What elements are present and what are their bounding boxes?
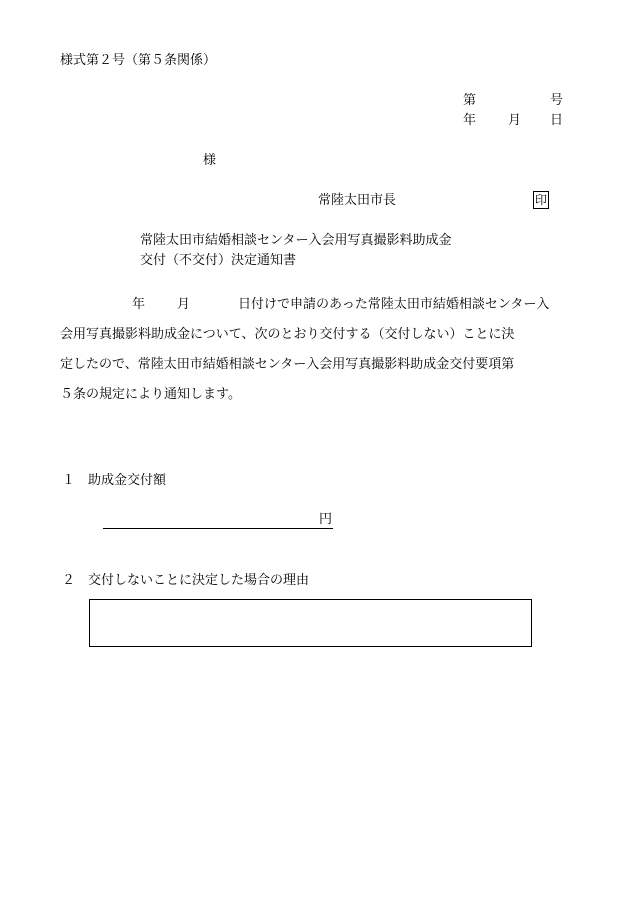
document-number-prefix: 第 [463, 93, 477, 108]
issuer-name: 常陸太田市長 [318, 193, 397, 208]
date-day-label: 日 [550, 113, 564, 128]
body-line-1 [60, 290, 570, 320]
notice-body [60, 290, 570, 410]
body-line-2: 会用写真撮影料助成金について、次のとおり交付する（交付しない）ことに決 [60, 327, 515, 342]
item-2-label: 交付しないことに決定した場合の理由 [88, 573, 310, 588]
body-year-label: 年 [132, 297, 146, 312]
document-number-suffix: 号 [550, 93, 564, 108]
date-month-label: 月 [508, 113, 522, 128]
reason-input-box[interactable] [89, 599, 532, 647]
body-line-3: 定したので、常陸太田市結婚相談センター入会用写真撮影料助成金交付要項第 [60, 357, 515, 372]
form-number: 様式第２号（第５条関係） [60, 53, 217, 68]
body-month-label: 月 [177, 297, 191, 312]
seal-mark: 印 [534, 193, 547, 207]
amount-input-line[interactable] [103, 512, 333, 529]
body-line-4: ５条の規定により通知します。 [60, 387, 241, 402]
document-title-line1: 常陸太田市結婚相談センター入会用写真撮影料助成金 [140, 233, 452, 248]
item-1-number: １ [62, 473, 76, 488]
date-year-label: 年 [463, 113, 477, 128]
body-line1-text: 日付けで申請のあった常陸太田市結婚相談センター入 [238, 297, 550, 312]
item-1-label: 助成金交付額 [88, 473, 167, 488]
item-2-number: ２ [62, 573, 76, 588]
addressee-honorific: 様 [203, 153, 217, 168]
document-title-line2: 交付（不交付）決定通知書 [140, 253, 297, 268]
amount-unit: 円 [319, 512, 333, 527]
